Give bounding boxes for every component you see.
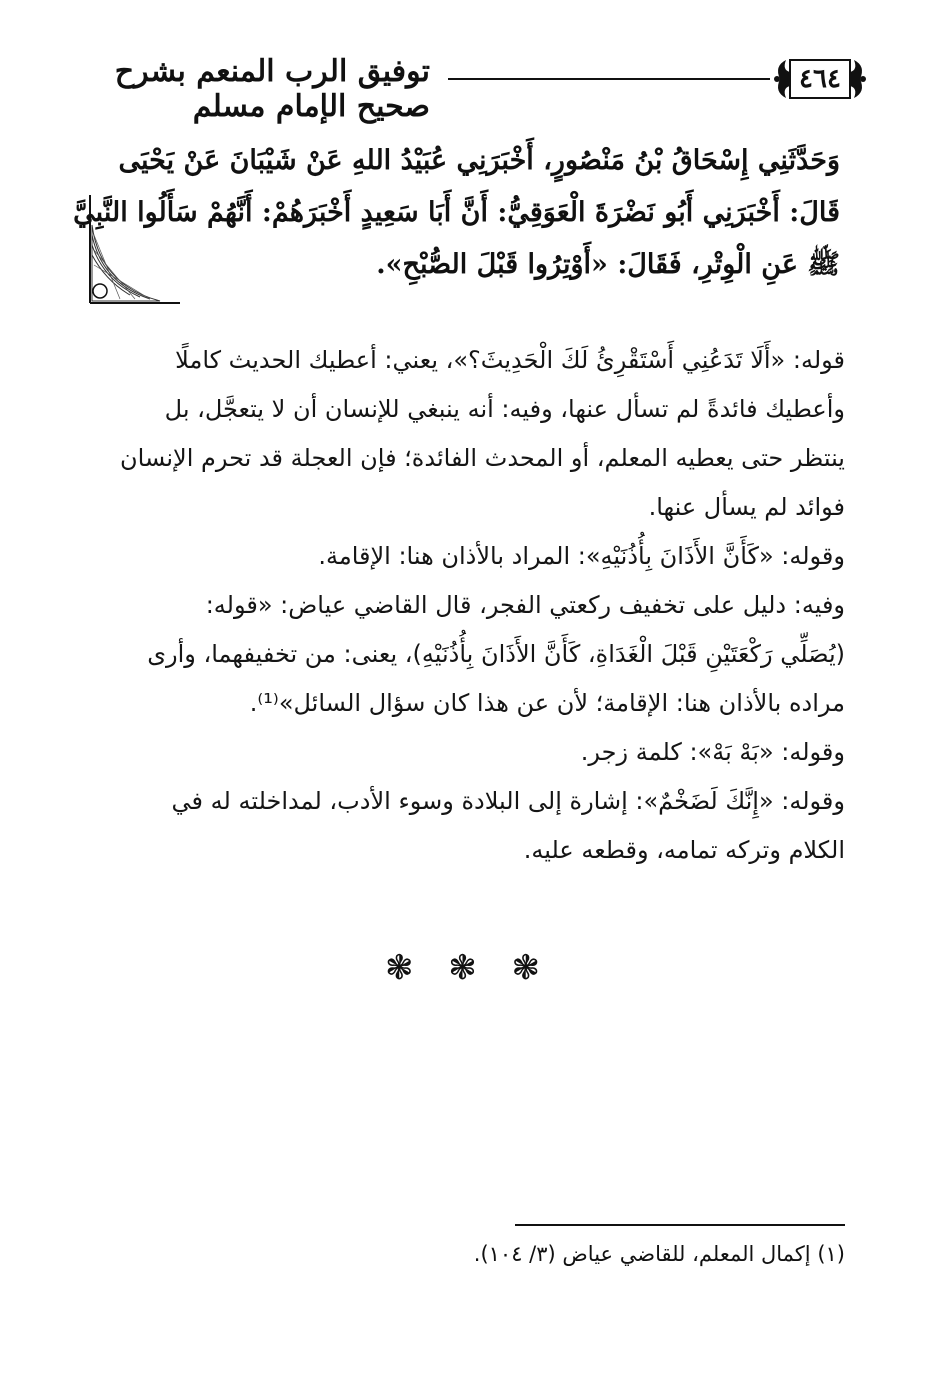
commentary-paragraph — [75, 728, 845, 777]
commentary-paragraph — [75, 336, 845, 532]
book-title: توفيق الرب المنعم بشرح صحيح الإمام مسلم — [114, 54, 430, 124]
text-line: وقوله: «إِنَّكَ لَضَخْمٌ»: إشارة إلى البلادة وسوء الأدب، لمداخلته له في — [171, 787, 845, 815]
text-line: وقوله: «بَهْ بَهْ»: كلمة زجر. — [580, 738, 845, 766]
text-line: ينتظر حتى يعطيه المعلم، أو المحدث الفائدة؛ فإن العجلة قد تحرم الإنسان — [120, 444, 845, 472]
footnote: (١) إكمال المعلم، للقاضي عياض (٣/ ١٠٤). — [473, 1242, 845, 1266]
header-rule — [448, 78, 770, 80]
text-line: وأعطيك فائدةً لم تسأل عنها، وفيه: أنه ينبغي للإنسان أن لا يتعجَّل، بل — [164, 395, 845, 423]
section-separator: ❃ ❃ ❃ — [384, 948, 553, 988]
text-line: الكلام وتركه تمامه، وقطعه عليه. — [523, 836, 845, 864]
page-header — [70, 48, 870, 124]
text-line: وفيه: دليل على تخفيف ركعتي الفجر، قال القاضي عياض: «قوله: — [205, 591, 845, 619]
hadith-block — [73, 135, 840, 305]
page-number-frame — [770, 48, 870, 110]
commentary-paragraph — [75, 777, 845, 875]
hadith-line: قَالَ: أَخْبَرَنِي أَبُو نَضْرَةَ الْعَوَقِيُّ: أَنَّ أَبَا سَعِيدٍ أَخْبَرَهُمْ: أَنَّهُمْ سَأَلُوا النَّبِيَّ — [73, 197, 840, 228]
text-line: (يُصَلِّي رَكْعَتَيْنِ قَبْلَ الْغَدَاةِ، كَأَنَّ الأَذَانَ بِأُذُنَيْهِ)، يعنى: من تخفيفهما، وأرى — [147, 640, 845, 668]
text-line: مراده بالأذان هنا: الإقامة؛ لأن عن هذا كان سؤال السائل»⁽¹⁾. — [249, 689, 845, 717]
commentary-paragraph — [75, 581, 845, 728]
hadith-line: وَحَدَّثَنِي إِسْحَاقُ بْنُ مَنْصُورٍ، أَخْبَرَنِي عُبَيْدُ اللهِ عَنْ شَيْبَانَ عَنْ يَحْيَى — [118, 145, 840, 176]
text-line: وقوله: «كَأَنَّ الأَذَانَ بِأُذُنَيْهِ»: المراد بالأذان هنا: الإقامة. — [318, 542, 845, 570]
page-number: ٤٦٤ — [799, 64, 841, 94]
commentary-paragraph — [75, 532, 845, 581]
hadith-line: ﷺ عَنِ الْوِتْرِ، فَقَالَ: «أَوْتِرُوا قَبْلَ الصُّبْحِ». — [376, 249, 840, 280]
hadith-text — [73, 135, 840, 291]
text-line: فوائد لم يسأل عنها. — [648, 493, 845, 521]
footnote-rule — [515, 1224, 845, 1226]
text-line: قوله: «أَلَا تَدَعُنِي أَسْتَقْرِئُ لَكَ الْحَدِيثَ؟»، يعني: أعطيك الحديث كاملًا — [175, 346, 845, 374]
commentary-body — [75, 336, 845, 875]
